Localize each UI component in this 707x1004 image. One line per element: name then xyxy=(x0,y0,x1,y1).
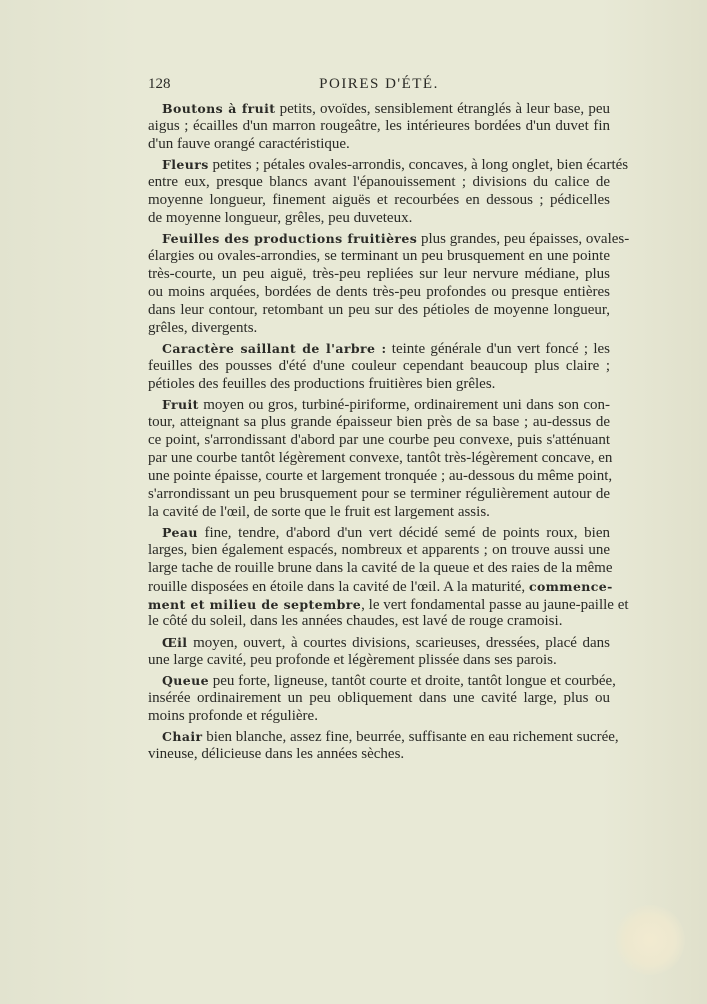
text-segment: larges, bien également espacés, nombreux et apparents ; on trouve aussi une xyxy=(148,541,610,558)
page-number: 128 xyxy=(148,76,171,92)
text-line xyxy=(148,284,610,302)
text-line xyxy=(148,136,610,154)
paper-stain xyxy=(615,905,685,975)
text-line xyxy=(148,596,629,614)
bold-term: Peau xyxy=(162,524,198,540)
text-line xyxy=(148,613,610,631)
paragraph xyxy=(148,728,619,764)
text-line xyxy=(148,746,610,764)
text-segment: plus grandes, peu épaisses, ovales- xyxy=(417,231,630,248)
text-segment: grêles, divergents. xyxy=(148,319,258,336)
text-segment: moyenne longueur, finement aiguës et recourbées en dessous ; pédicelles xyxy=(148,191,610,208)
page-body xyxy=(148,100,630,767)
text-line xyxy=(148,728,619,746)
paragraph xyxy=(148,672,616,726)
text-segment: aigus ; écailles d'un marron rougeâtre, les intérieures bordées d'un duvet fin xyxy=(148,117,610,134)
text-line xyxy=(148,559,613,578)
bold-term: Fruit xyxy=(162,397,199,413)
text-line xyxy=(148,320,610,338)
text-line xyxy=(148,248,610,266)
text-line xyxy=(148,340,610,358)
paragraph xyxy=(148,396,613,521)
text-segment: tour, atteignant sa plus grande épaisseur bien près de sa base ; au-dessus de xyxy=(148,414,610,431)
text-segment: une large cavité, peu profonde et légèrement plissée dans ses parois. xyxy=(148,651,557,668)
text-line xyxy=(148,708,610,726)
text-line xyxy=(148,449,613,468)
bold-term: Boutons à fruit xyxy=(162,101,276,116)
text-line xyxy=(148,174,610,192)
text-line xyxy=(148,210,610,228)
text-line xyxy=(148,414,610,432)
text-segment: pétioles des feuilles des productions fruitières bien grêles. xyxy=(148,375,496,392)
text-line xyxy=(148,358,610,376)
text-segment: moyen, ouvert, à courtes divisions, scarieuses, dressées, placé dans xyxy=(187,634,610,651)
bold-term: Feuilles des productions fruitières xyxy=(162,231,418,247)
bold-term: Œil xyxy=(162,634,188,650)
paragraph xyxy=(148,524,629,631)
text-segment: large tache de rouille brune dans la cavité de la queue et des raies de la même xyxy=(148,559,613,576)
text-segment: une pointe épaisse, courte et largement tronquée ; au-dessous du même point, xyxy=(148,467,613,484)
text-line xyxy=(148,230,630,248)
text-line xyxy=(148,376,610,394)
paragraph xyxy=(148,230,630,337)
text-segment: entre eux, presque blancs avant l'épanouissement ; divisions du calice de xyxy=(148,174,610,191)
text-line xyxy=(148,634,610,652)
text-segment: ou moins arquées, bordées de dents très-peu profondes ou presque entières xyxy=(148,283,610,300)
text-line xyxy=(148,578,613,596)
paragraph xyxy=(148,100,610,154)
text-line xyxy=(148,652,610,670)
text-segment: élargies ou ovales-arrondies, se terminant un peu brusquement en une pointe xyxy=(148,248,610,265)
text-segment: d'un fauve orangé caractéristique. xyxy=(148,135,350,152)
text-line xyxy=(148,542,610,560)
text-segment: très-courte, un peu aiguë, très-peu repliées sur leur nervure médiane, plus xyxy=(148,266,610,283)
bold-term: ment et milieu de septembre xyxy=(148,596,362,612)
paragraph xyxy=(148,634,610,670)
text-line xyxy=(148,100,610,118)
text-line xyxy=(148,118,610,136)
text-segment: bien blanche, assez fine, beurrée, suffisante en eau richement sucrée, xyxy=(202,729,619,746)
text-segment: peu forte, ligneuse, tantôt courte et droite, tantôt longue et courbée, xyxy=(208,673,616,690)
paragraph xyxy=(148,340,610,394)
text-segment: s'arrondissant un peu brusquement pour se terminer régulièrement autour de xyxy=(148,485,610,502)
text-segment: teinte générale d'un vert foncé ; les xyxy=(386,341,610,358)
text-segment: ce point, s'arrondissant d'abord par une courbe peu convexe, puis s'atténuant xyxy=(148,432,610,449)
text-segment: insérée ordinairement un peu obliquement dans une cavité large, plus ou xyxy=(148,690,610,706)
text-segment: fine, tendre, d'abord d'un vert décidé semé de points roux, bien xyxy=(197,524,610,541)
paragraph xyxy=(148,156,629,228)
text-line xyxy=(148,524,610,542)
bold-term: Chair xyxy=(162,729,203,745)
text-segment: moyen ou gros, turbiné-piriforme, ordinairement uni dans son con- xyxy=(198,397,610,414)
text-segment: feuilles des pousses d'été d'une couleur cependant beaucoup plus claire ; xyxy=(148,357,610,374)
text-segment: le côté du soleil, dans les années chaudes, est lavé de rouge cramoisi. xyxy=(148,613,563,630)
bold-term: commence- xyxy=(528,578,613,594)
text-segment: , le vert fondamental passe au jaune-paille et xyxy=(361,596,629,613)
text-line xyxy=(148,467,613,486)
text-segment: dans leur contour, retombant un peu sur des pétioles de moyenne longueur, xyxy=(148,301,610,318)
text-line xyxy=(148,672,616,690)
text-segment: la cavité de l'œil, de sorte que le fruit est largement assis. xyxy=(148,503,490,520)
bold-term: Caractère saillant de l'arbre : xyxy=(162,341,387,357)
text-segment: petits, ovoïdes, sensiblement étranglés à leur base, peu xyxy=(275,101,610,117)
text-segment: rouille disposées en étoile dans la cavité de l'œil. A la maturité, xyxy=(148,578,529,595)
bold-term: Fleurs xyxy=(162,157,209,173)
text-segment: par une courbe tantôt légèrement convexe, tantôt très-légèrement concave, en xyxy=(148,449,613,466)
bold-term: Queue xyxy=(162,673,209,689)
text-segment: moins profonde et régulière. xyxy=(148,707,318,724)
page-header xyxy=(148,76,610,96)
text-line xyxy=(148,504,610,522)
text-line xyxy=(148,302,610,320)
text-line xyxy=(148,396,610,414)
text-line xyxy=(148,156,629,174)
text-line xyxy=(148,690,610,708)
text-line xyxy=(148,192,610,210)
running-title: POIRES D'ÉTÉ. xyxy=(319,76,439,92)
text-segment: de moyenne longueur, grêles, peu duveteux. xyxy=(148,209,413,226)
text-line xyxy=(148,486,610,504)
text-segment: petites ; pétales ovales-arrondis, concaves, à long onglet, bien écartés xyxy=(208,157,629,174)
text-line xyxy=(148,432,610,450)
text-segment: vineuse, délicieuse dans les années sèches. xyxy=(148,746,405,763)
text-line xyxy=(148,266,610,284)
